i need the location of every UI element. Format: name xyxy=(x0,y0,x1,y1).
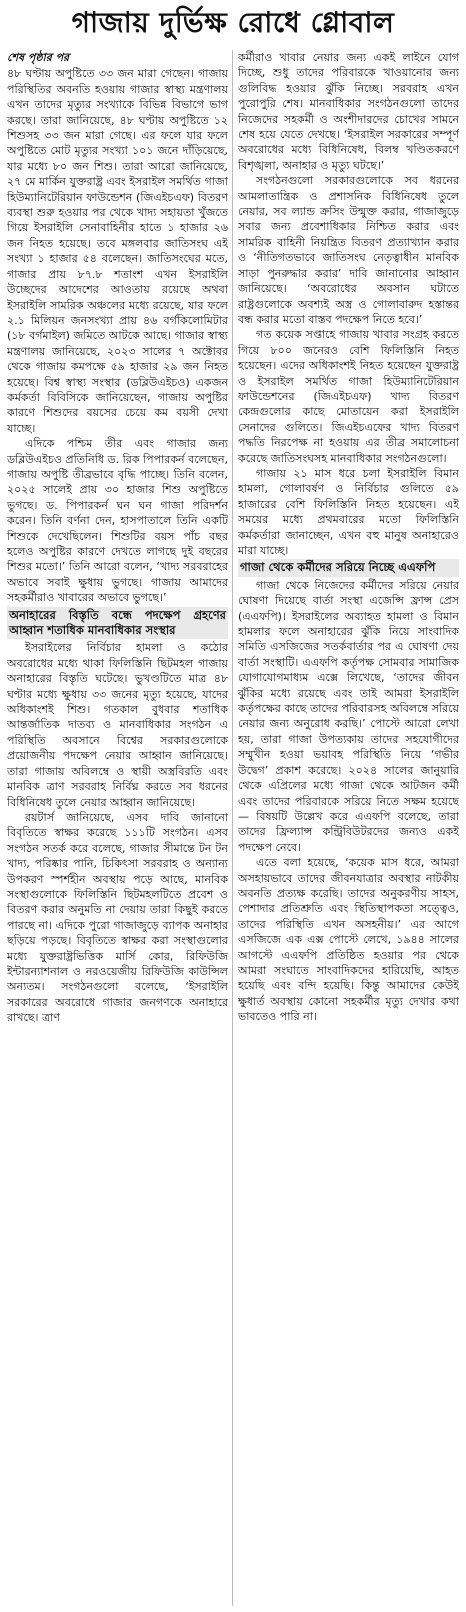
right-column xyxy=(238,50,459,1608)
column-divider xyxy=(232,50,233,1606)
subheading: গাজা থেকে কর্মীদের সরিয়ে নিচ্ছে এএফপি xyxy=(238,559,459,576)
paragraph: রয়টার্স জানিয়েছে, এসব দাবি জানানো বিবৃতিতে স্বাক্ষর করেছে ১১১টি সংগঠন। এসব সংগঠন সতর্ক করে বলেছে, গাজার সীমান্তে টন টন খাদ্য, পরিষ্কার পানি, চিকিৎসা সরবরাহ ও অন্যান্য উপকরণ স্পর্শহীন অবস্থায় পড়ে আছে, মানবিক সংস্থাগুলোকে ফিলিস্তিনি ছিটমহলটিতে প্রবেশ ও বিতরণ করার অনুমতি না দেয়ায় তারা কিছুই করতে পারছে না। এদিকে পুরো গাজাজুড়ে ব্যাপক অনাহার ছড়িয়ে পড়ছে। বিবৃতিতে স্বাক্ষর করা সংস্থাগুলোর মধ্যে যুক্তরাষ্ট্রভিত্তিক মার্সি কোর, রিফিউজি ইন্টারন্যাশনাল ও নরওয়েজীয় রিফিউজি কাউন্সিল অন্যতম। সংগঠনগুলো বলেছে, ‘ইসরাইলি সরকারের অবরোধে গাজার জনগণকে অনাহারে রাখছে। ত্রাণ xyxy=(7,810,228,1025)
paragraph: এতে বলা হয়েছে, ‘কয়েক মাস ধরে, আমরা অসহায়ভাবে তাদের জীবনযাত্রার অবস্থার নাটকীয় অবনতি প্রত্যক্ষ করেছি। তাদের অনুকরণীয় সাহস, পেশাদার প্রতিশ্রুতি এবং স্থিতিস্থাপকতা সত্ত্বেও, তাদের পরিস্থিতি এখন অসহনীয়।’ এর আগে এসজিজে এক এক্স পোস্টে লেখে, ১৯৪৪ সালের আগস্টে এএফপি প্রতিষ্ঠিত হওয়ার পর থেকে আমরা সংঘাতে সাংবাদিকদের হারিয়েছি, আহত হয়েছি এবং বন্দি হয়েছি। কিন্তু আমাদের কেউই ক্ষুধার্ত অবস্থায় কোনো সহকর্মীর মৃত্যু দেখার কথা ভাবতেও পারি না। xyxy=(238,856,459,1024)
paragraph: গত কয়েক সপ্তাহে গাজায় খাবার সংগ্রহ করতে গিয়ে ৮০০ জনেরও বেশি ফিলিস্তিনি নিহত হয়েছেন। এদের অধিকাংশই নিহত হয়েছেন যুক্তরাষ্ট্র ও ইসরাইল সমর্থিত গাজা হিউম্যানিটেরিয়ান ফাউন্ডেশনের (জিএইচএফ) খাদ্য বিতরণ কেন্দ্রগুলোর কাছে মোতায়েন করা ইসরাইলি সেনাদের গুলিতে। জিএইচএফের খাদ্য বিতরণ পদ্ধতি নিরপেক্ষ না হওয়ায় এর তীব্র সমালোচনা করেছে জাতিসংঘসহ মানবাধিকার সংগঠনগুলো। xyxy=(238,328,459,465)
headline: গাজায় দুর্ভিক্ষ রোধে গ্লোবাল xyxy=(71,6,395,39)
paragraph: ইসরাইলের নির্বিচার হামলা ও কঠোর অবরোধের মধ্যে থাকা ফিলিস্তিনি ছিটমহল গাজায় অনাহারের বিস্তৃতি ঘটেছে। ভুখণ্ডটিতে মাত্র ৪৮ ঘণ্টার মধ্যে ক্ষুধায় ৩৩ জনের মৃত্যু হয়েছে, যাদের অধিকাংশই শিশু। গতকাল বুধবার শতাধিক আন্তর্জাতিক দাতব্য ও মানবাধিকার সংগঠন এ পরিস্থিতি অবসানে বিশ্বের সরকারগুলোকে প্রয়োজনীয় পদক্ষেপ নেয়ার আহ্বান জানিয়েছে। তারা গাজায় অবিলম্বে ও স্থায়ী অস্ত্রবিরতি এবং মানবিক ত্রাণ সরবরাহ নির্বিঘ্ন করতে সব ধরনের বিধিনিষেধ তুলে নেয়ার আহ্বান জানিয়েছে। xyxy=(7,641,228,809)
paragraph: কর্মীরাও খাবার নেয়ার জন্য একই লাইনে যোগ দিচ্ছে, শুধু তাদের পরিবারকে খাওয়ানোর জন্য গুলিবিদ্ধ হওয়ার ঝুঁকি নিচ্ছে। সরবরাহ এখন পুরোপুরি শেষ। মানবাধিকার সংগঠনগুলো তাদের নিজেদের সহকর্মী ও অংশীদারদের চোখের সামনে শেষ হয়ে যেতে দেখছে। ‘ইসরাইল সরকারের সম্পূর্ণ অবরোধের মধ্যে বিধিনিষেধ, বিলম্ব খণ্ডিতকরণে বিশৃঙ্খলা, অনাহার ও মৃত্যু ঘটছে।’ xyxy=(238,51,459,172)
paragraph: গাজায় ২১ মাস ধরে চলা ইসরাইলি বিমান হামলা, গোলাবর্ষণ ও নির্বিচার গুলিতে ৫৯ হাজারের বেশি ফিলিস্তিনি নিহত হয়েছেন। এই সময়ের মধ্যে প্রথমবারের মতো ফিলিস্তিনি কর্মকর্তারা জানাচ্ছেন, এখন বহু মানুষ অনাহারেও মারা যাচ্ছে। xyxy=(238,466,459,557)
paragraph: ৪৮ ঘণ্টায় অপুষ্টিতে ৩৩ জন মারা গেছেন। গাজায় পরিস্থিতির অবনতি হওয়ায় গাজার স্বাস্থ্য মন্ত্রণালয় এখন তাদের মৃত্যুর সংখ্যাকে বিভিন্ন বিভাগে ভাগ করছে। তারা জানিয়েছে, ৪৮ ঘণ্টায় অপুষ্টিতে ১২ শিশুসহ ৩৩ জন মারা গেছে। এর ফলে যার ফলে অপুষ্টিতে মোট মৃত্যুর সংখ্যা ১০১ জনে দাঁড়িয়েছে, যার মধ্যে ৮০ জন শিশু। তারা আরো জানিয়েছে, ২৭ মে মার্কিন যুক্তরাষ্ট্র এবং ইসরাইল সমর্থিত গাজা হিউম্যানিটেরিয়ান ফাউন্ডেশন (জিএইচএফ) বিতরণ ব্যবস্থা শুরু হওয়ার পর থেকে খাদ্য সহায়তা খুঁজতে গিয়ে ইসরাইলি সেনাবাহিনীর হাতে ১ হাজার ২৬ জন নিহত হয়েছে। তবে মঙ্গলবার জাতিসংঘ এই সংখ্যা ১ হাজার ৫৪ বলেছেন। জাতিসংঘের মতে, গাজার প্রায় ৮৭.৮ শতাংশ এখন ইসরাইলি উচ্ছেদের আদেশের আওতায় রয়েছে অথবা ইসরাইলি সামরিক অঞ্চলের মধ্যে রয়েছে, যার ফলে ২.১ মিলিয়ন জনসংখ্যা প্রায় ৪৬ বর্গকিলোমিটার (১৮ বর্গমাইল) জমিতে আটকে আছে। গাজার স্বাস্থ্য মন্ত্রণালয় জানিয়েছে, ২০২৩ সালের ৭ অক্টোবর থেকে গাজায় কমপক্ষে ৫৯ হাজার ২৯ জন নিহত হয়েছে। বিশ্ব স্বাস্থ্য সংস্থার (ডব্লিউএইচও) একজন কর্মকর্তা বিবিসিকে জানিয়েছেন, গাজায় অপুষ্টির কারণে শিশুদের বয়সের চেয়ে কম বয়সী দেখা যাচ্ছে। xyxy=(7,67,228,435)
paragraph: সংগঠনগুলো সরকারগুলোকে সব ধরনের আমলাতান্ত্রিক ও প্রশাসনিক বিধিনিষেধ তুলে নেয়ার, সব ল্যান্ড ক্রসিং উন্মুক্ত করার, গাজাজুড়ে সবার জন্য প্রবেশাধিকার নিশ্চিত করার এবং সামরিক বাহিনী নিয়ন্ত্রিত বিতরণ প্রত্যাখ্যান করার ও ‘নীতিগতভাবে জাতিসংঘ নেতৃত্বাধীন মানবিক সাড়া পুনরুদ্ধার করার’ দাবি জানানোর আহ্বান জানিয়েছে। ‘অবরোধের অবসান ঘটাতে রাষ্ট্রগুলোকে অবশ্যই অস্ত্র ও গোলাবারুদ হস্তান্তর বন্ধ করার মতো বাস্তব পদক্ষেপ নিতে হবে।’ xyxy=(238,174,459,326)
subheading: অনাহারের বিস্তৃতি বন্ধে পদক্ষেপ গ্রহণের আহ্বান শতাধিক মানবাধিকার সংস্থার xyxy=(7,607,228,640)
left-column xyxy=(7,50,228,1608)
continuation-kicker: শেষ পৃষ্ঠার পর xyxy=(7,51,70,64)
paragraph: গাজা থেকে নিজেদের কর্মীদের সরিয়ে নেয়ার ঘোষণা দিয়েছে বার্তা সংস্থা এজেন্সি ফ্রান্স প্রেস (এএফপি)। ইসরাইলের অব্যাহত হামলা ও বিমান হামলার ফলে অনাহারের ঝুঁকি নিয়ে সাংবাদিক সমিতি এসজিজের সতর্কবার্তার পর এ ঘোষণা দেয় বার্তা সংস্থাটি। এএফপি কর্তৃপক্ষ সোমবার সামাজিক যোগাযোগমাধ্যম এক্সে লিখেছে, ‘তাদের জীবন ঝুঁকির মধ্যে রয়েছে এবং তাই আমরা ইসরাইলি কর্তৃপক্ষের কাছে তাদের পরিবারসহ অবিলম্বে সরিয়ে নেয়ার জন্য অনুরোধ করছি।’ পোস্টে আরো লেখা হয়, তারা গাজা উপত্যকায় তাদের সহযোগীদের সম্মুখীন হওয়া ভয়াবহ পরিস্থিতি নিয়ে ‘গভীর উদ্বেগ’ প্রকাশ করেছে। ২০২৪ সালের জানুয়ারি থেকে এপ্রিলের মধ্যে গাজা থেকে আটজন কর্মী এবং তাদের পরিবারকে সরিয়ে নিতে সক্ষম হয়েছে— বিষয়টি উল্লেখ করে এএফপি বলেছে, তারা তাদের ফ্রিল্যান্স কন্ট্রিবিউটরদের জন্যও একই পদক্ষেপ নেবে। xyxy=(238,578,459,854)
paragraph: এদিকে পশ্চিম তীর এবং গাজার জন্য ডব্লিউএইচও প্রতিনিধি ড. রিক পিপারকর্ন বলেছেন, গাজায় অপুষ্টি তীব্রভাবে বৃদ্ধি পাচ্ছে। তিনি বলেন, ২০২৫ সালেই প্রায় ৩০ হাজার শিশু অপুষ্টিতে ভুগছে। ড. পিপারকর্ন ঘন ঘন গাজা পরিদর্শন করেন। তিনি বর্ণনা দেন, হাসপাতালে তিনি একটি শিশুকে দেখেছিলেন। শিশুটির বয়স পাঁচ বছর হলেও অপুষ্টির কারণে দেখতে লাগছে দুই বছরের শিশুর মতো।’ তিনি আরো বলেন, ‘খাদ্য সরবরাহের অভাবে সবাই ক্ষুধায় ভুগছে। গাজায় আমাদের সহকর্মীরাও খাবারের অভাবে ভুগছে।’ xyxy=(7,437,228,605)
